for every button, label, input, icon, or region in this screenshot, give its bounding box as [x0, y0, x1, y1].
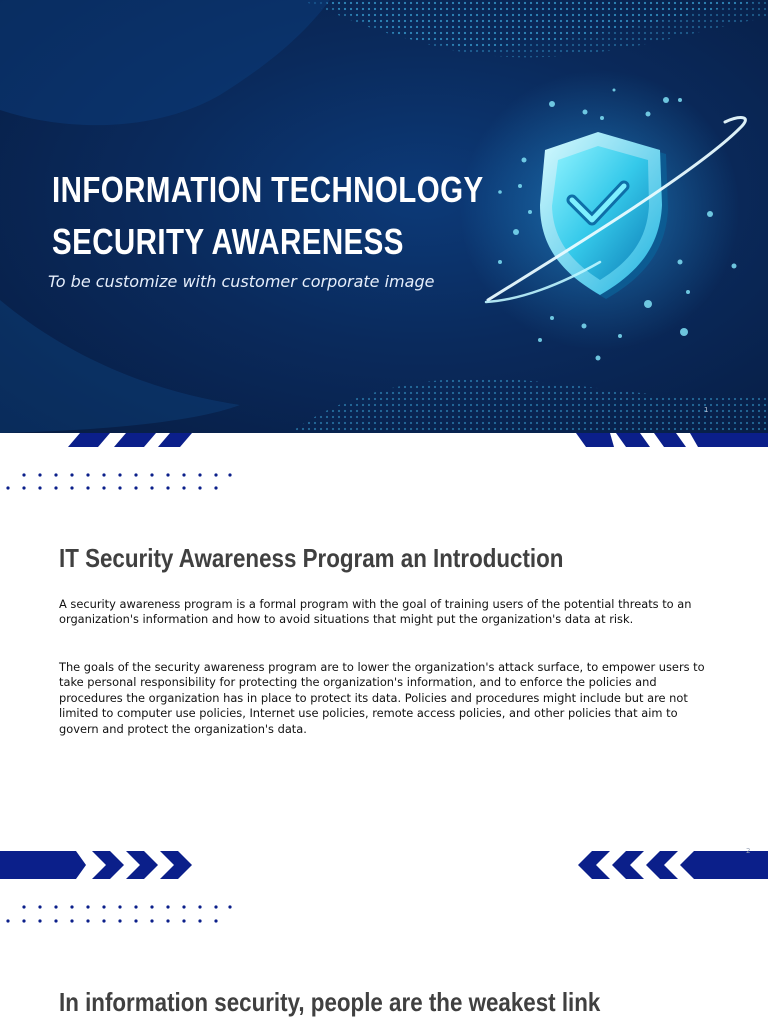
- intro-paragraph-2: The goals of the security awareness program are to lower the organization's attack surface, to empower users to take personal responsibility for protecting the organization's information, and to enforce the policies and procedures the organization has in place to protect its data. Policies and procedures might include but are not limited to computer use policies, Internet use policies, remote access policies, and other policies that aim to govern and protect the organization's data.: [59, 660, 705, 736]
- dot-row-top: [6, 473, 231, 489]
- cover-slide-number: 1: [704, 406, 709, 414]
- intro-slide-number: 2: [746, 847, 751, 855]
- intro-slide: [0, 433, 768, 1024]
- cover-slide: [0, 0, 768, 433]
- bottom-left-arrows: [0, 851, 192, 879]
- cover-title-line2: SECURITY AWARENESS: [52, 221, 404, 262]
- cover-title: [52, 164, 484, 268]
- bottom-right-arrows: [578, 851, 768, 879]
- next-slide-heading: In information security, people are the weakest link: [59, 987, 601, 1017]
- cover-title-line1: INFORMATION TECHNOLOGY: [52, 169, 484, 210]
- cover-subtitle: To be customize with customer corporate image: [48, 272, 435, 291]
- intro-heading: IT Security Awareness Program an Introduction: [59, 543, 564, 573]
- top-left-stripes: [68, 433, 192, 447]
- intro-paragraph-1: A security awareness program is a formal program with the goal of training users of the potential threats to an organization's information and how to avoid situations that might put the organization's data at risk.: [59, 597, 692, 627]
- top-right-stripes: [576, 433, 768, 447]
- dot-row-bottom: [6, 905, 231, 922]
